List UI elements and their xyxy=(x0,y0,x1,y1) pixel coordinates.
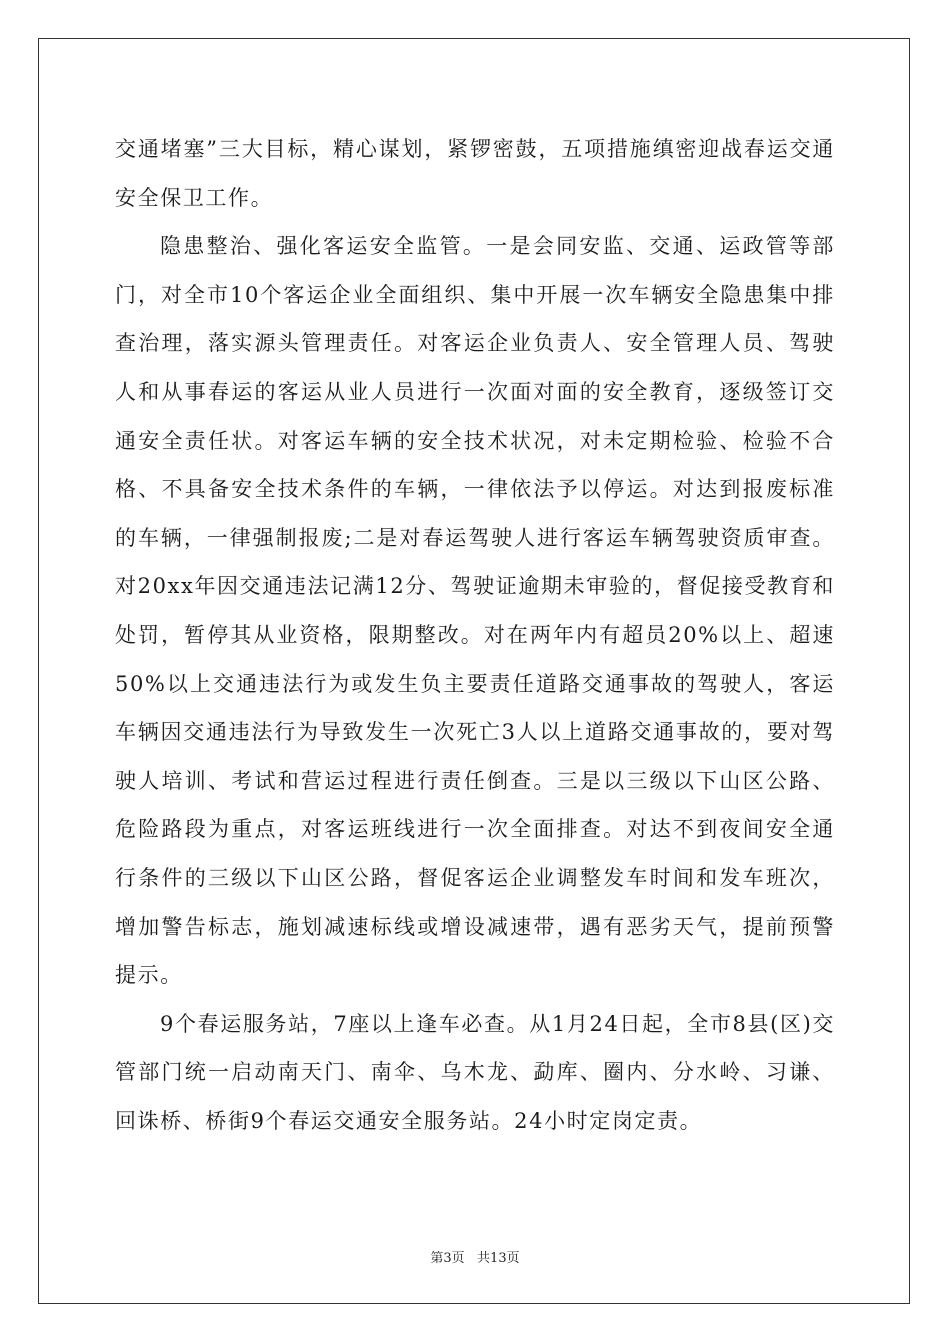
paragraph-1: 交通堵塞”三大目标，精心谋划，紧锣密鼓，五项措施缜密迎战春运交通安全保卫工作。 xyxy=(115,137,835,210)
document-body xyxy=(115,125,835,1145)
paragraph-3: 9个春运服务站，7座以上逢车必查。从1月24日起，全市8县(区)交管部门统一启动南天门、南伞、乌木龙、勐库、圈内、分水岭、习谦、回诛桥、桥街9个春运交通安全服务站。24小时定岗定责。 xyxy=(115,1011,835,1133)
paragraph-2: 隐患整治、强化客运安全监管。一是会同安监、交通、运政管等部门，对全市10个客运企业全面组织、集中开展一次车辆安全隐患集中排查治理，落实源头管理责任。对客运企业负责人、安全管理人员、驾驶人和从事春运的客运从业人员进行一次面对面的安全教育，逐级签订交通安全责任状。对客运车辆的安全技术状况，对未定期检验、检验不合格、不具备安全技术条件的车辆，一律依法予以停运。对达到报废标准的车辆，一律强制报废;二是对春运驾驶人进行客运车辆驾驶资质审查。对20xx年因交通违法记满12分、驾驶证逾期未审验的，督促接受教育和处罚，暂停其从业资格，限期整改。对在两年内有超员20%以上、超速50%以上交通违法行为或发生负主要责任道路交通事故的驾驶人，客运车辆因交通违法行为导致发生一次死亡3人以上道路交通事故的，要对驾驶人培训、考试和营运过程进行责任倒查。三是以三级以下山区公路、危险路段为重点，对客运班线进行一次全面排查。对达不到夜间安全通行条件的三级以下山区公路，督促客运企业调整发车时间和发车班次，增加警告标志，施划减速标线或增设减速带，遇有恶劣天气，提前预警提示。 xyxy=(115,234,835,988)
page-footer: 第3页 共13页 xyxy=(430,1251,520,1266)
